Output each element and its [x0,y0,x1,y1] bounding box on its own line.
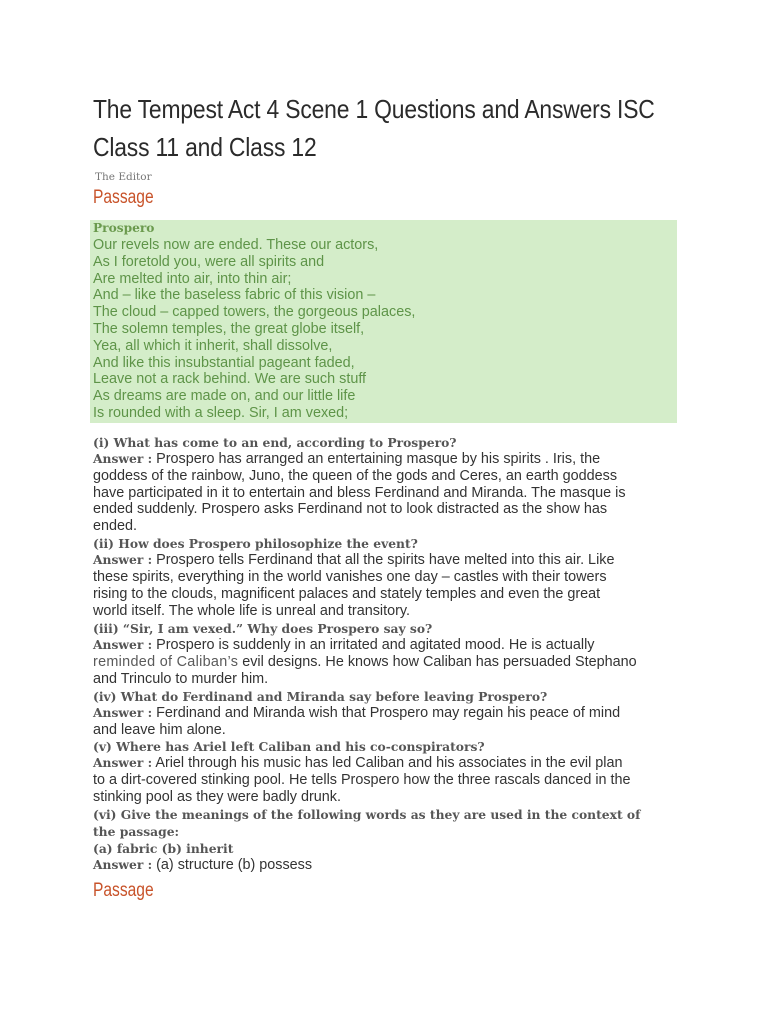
passage-speaker: Prospero [93,221,155,235]
passage-line: Are melted into air, into thin air; [93,270,292,287]
answer-text: rising to the clouds, magnificent palaces and stately temples and even the great [93,586,601,603]
answer-text: stinking pool as they were badly drunk. [93,789,341,806]
answer-text-highlight: reminded of Caliban’s [93,653,239,670]
answer-3 [93,637,678,688]
author-name[interactable]: The Editor [95,171,152,183]
passage-line: As dreams are made on, and our little life [93,388,356,405]
question-6-continued: the passage: [93,824,180,840]
answer-text: these spirits, everything in the world vanishes one day – castles with their towers [93,569,607,586]
answer-5 [93,755,678,806]
answer-text: ended. [93,518,138,535]
passage-heading: Passage [93,187,154,208]
answer-text: goddess of the rainbow, Juno, the queen of the gods and Ceres, an earth goddess [93,467,618,484]
answer-text: world itself. The whole life is unreal and transitory. [93,603,411,620]
passage-line: And – like the baseless fabric of this vision – [93,287,376,304]
page-title-line-2: Class 11 and Class 12 [93,132,317,162]
answer-text: Ferdinand and Miranda wish that Prospero may regain his peace of mind [156,704,621,721]
answer-2 [93,552,678,620]
question-5: (v) Where has Ariel left Caliban and his co-conspirators? [93,739,485,755]
passage-line: Leave not a rack behind. We are such stuff [93,371,367,388]
answer-text: Prospero tells Ferdinand that all the spirits have melted into this air. Like [156,552,615,569]
answer-label: Answer : [93,755,153,771]
answer-4 [93,705,678,739]
passage-box [90,220,677,423]
passage-heading-2: Passage [93,880,154,902]
passage-line: The cloud – capped towers, the gorgeous palaces, [93,304,416,321]
question-1: (i) What has come to an end, according to Prospero? [93,434,457,450]
answer-label: Answer : [93,552,153,568]
answer-text: Ariel through his music has led Caliban and his associates in the evil plan [155,755,623,772]
article [93,90,678,904]
answer-text: evil designs. He knows how Caliban has persuaded Stephano [238,653,637,670]
page-title [93,90,677,166]
answer-label: Answer : [93,704,153,720]
answer-1 [93,451,678,536]
answer-label: Answer : [93,857,153,873]
passage-line: Is rounded with a sleep. Sir, I am vexed; [93,404,349,421]
passage-line: The solemn temples, the great globe itself, [93,320,365,337]
passage-line: Our revels now are ended. These our actors, [93,237,379,253]
answer-label: Answer : [93,636,153,652]
question-2: (ii) How does Prospero philosophize the event? [93,536,418,552]
passage-line: And like this insubstantial pageant faded, [93,354,355,371]
question-4: (iv) What do Ferdinand and Miranda say before leaving Prospero? [93,688,548,704]
answer-text: Prospero has arranged an entertaining masque by his spirits . Iris, the [156,450,601,467]
question-6-words: (a) fabric (b) inherit [93,841,234,857]
answer-text: Prospero is suddenly in an irritated and agitated mood. He is actually [156,636,595,653]
answer-text: and Trinculo to murder him. [93,670,269,687]
answer-6 [93,857,678,874]
answer-text: have participated in it to entertain and bless Ferdinand and Miranda. The masque is [93,484,626,501]
answer-text: (a) structure (b) possess [156,857,313,874]
question-6: (vi) Give the meanings of the following words as they are used in the context of [93,807,641,823]
passage-line: Yea, all which it inherit, shall dissolve, [93,337,333,354]
question-3: (iii) “Sir, I am vexed.” Why does Prospero say so? [93,620,433,636]
answer-text: and leave him alone. [93,721,226,738]
page-title-line-1: The Tempest Act 4 Scene 1 Questions and Answers ISC [93,94,655,124]
answer-label: Answer : [93,450,153,466]
answer-text: ended suddenly. Prospero asks Ferdinand not to look distracted as the show has [93,501,608,518]
passage-line: As I foretold you, were all spirits and [93,253,325,270]
questions-answers [93,434,678,874]
answer-text: to a dirt-covered stinking pool. He tells Prospero how the three rascals danced in the [93,772,631,789]
